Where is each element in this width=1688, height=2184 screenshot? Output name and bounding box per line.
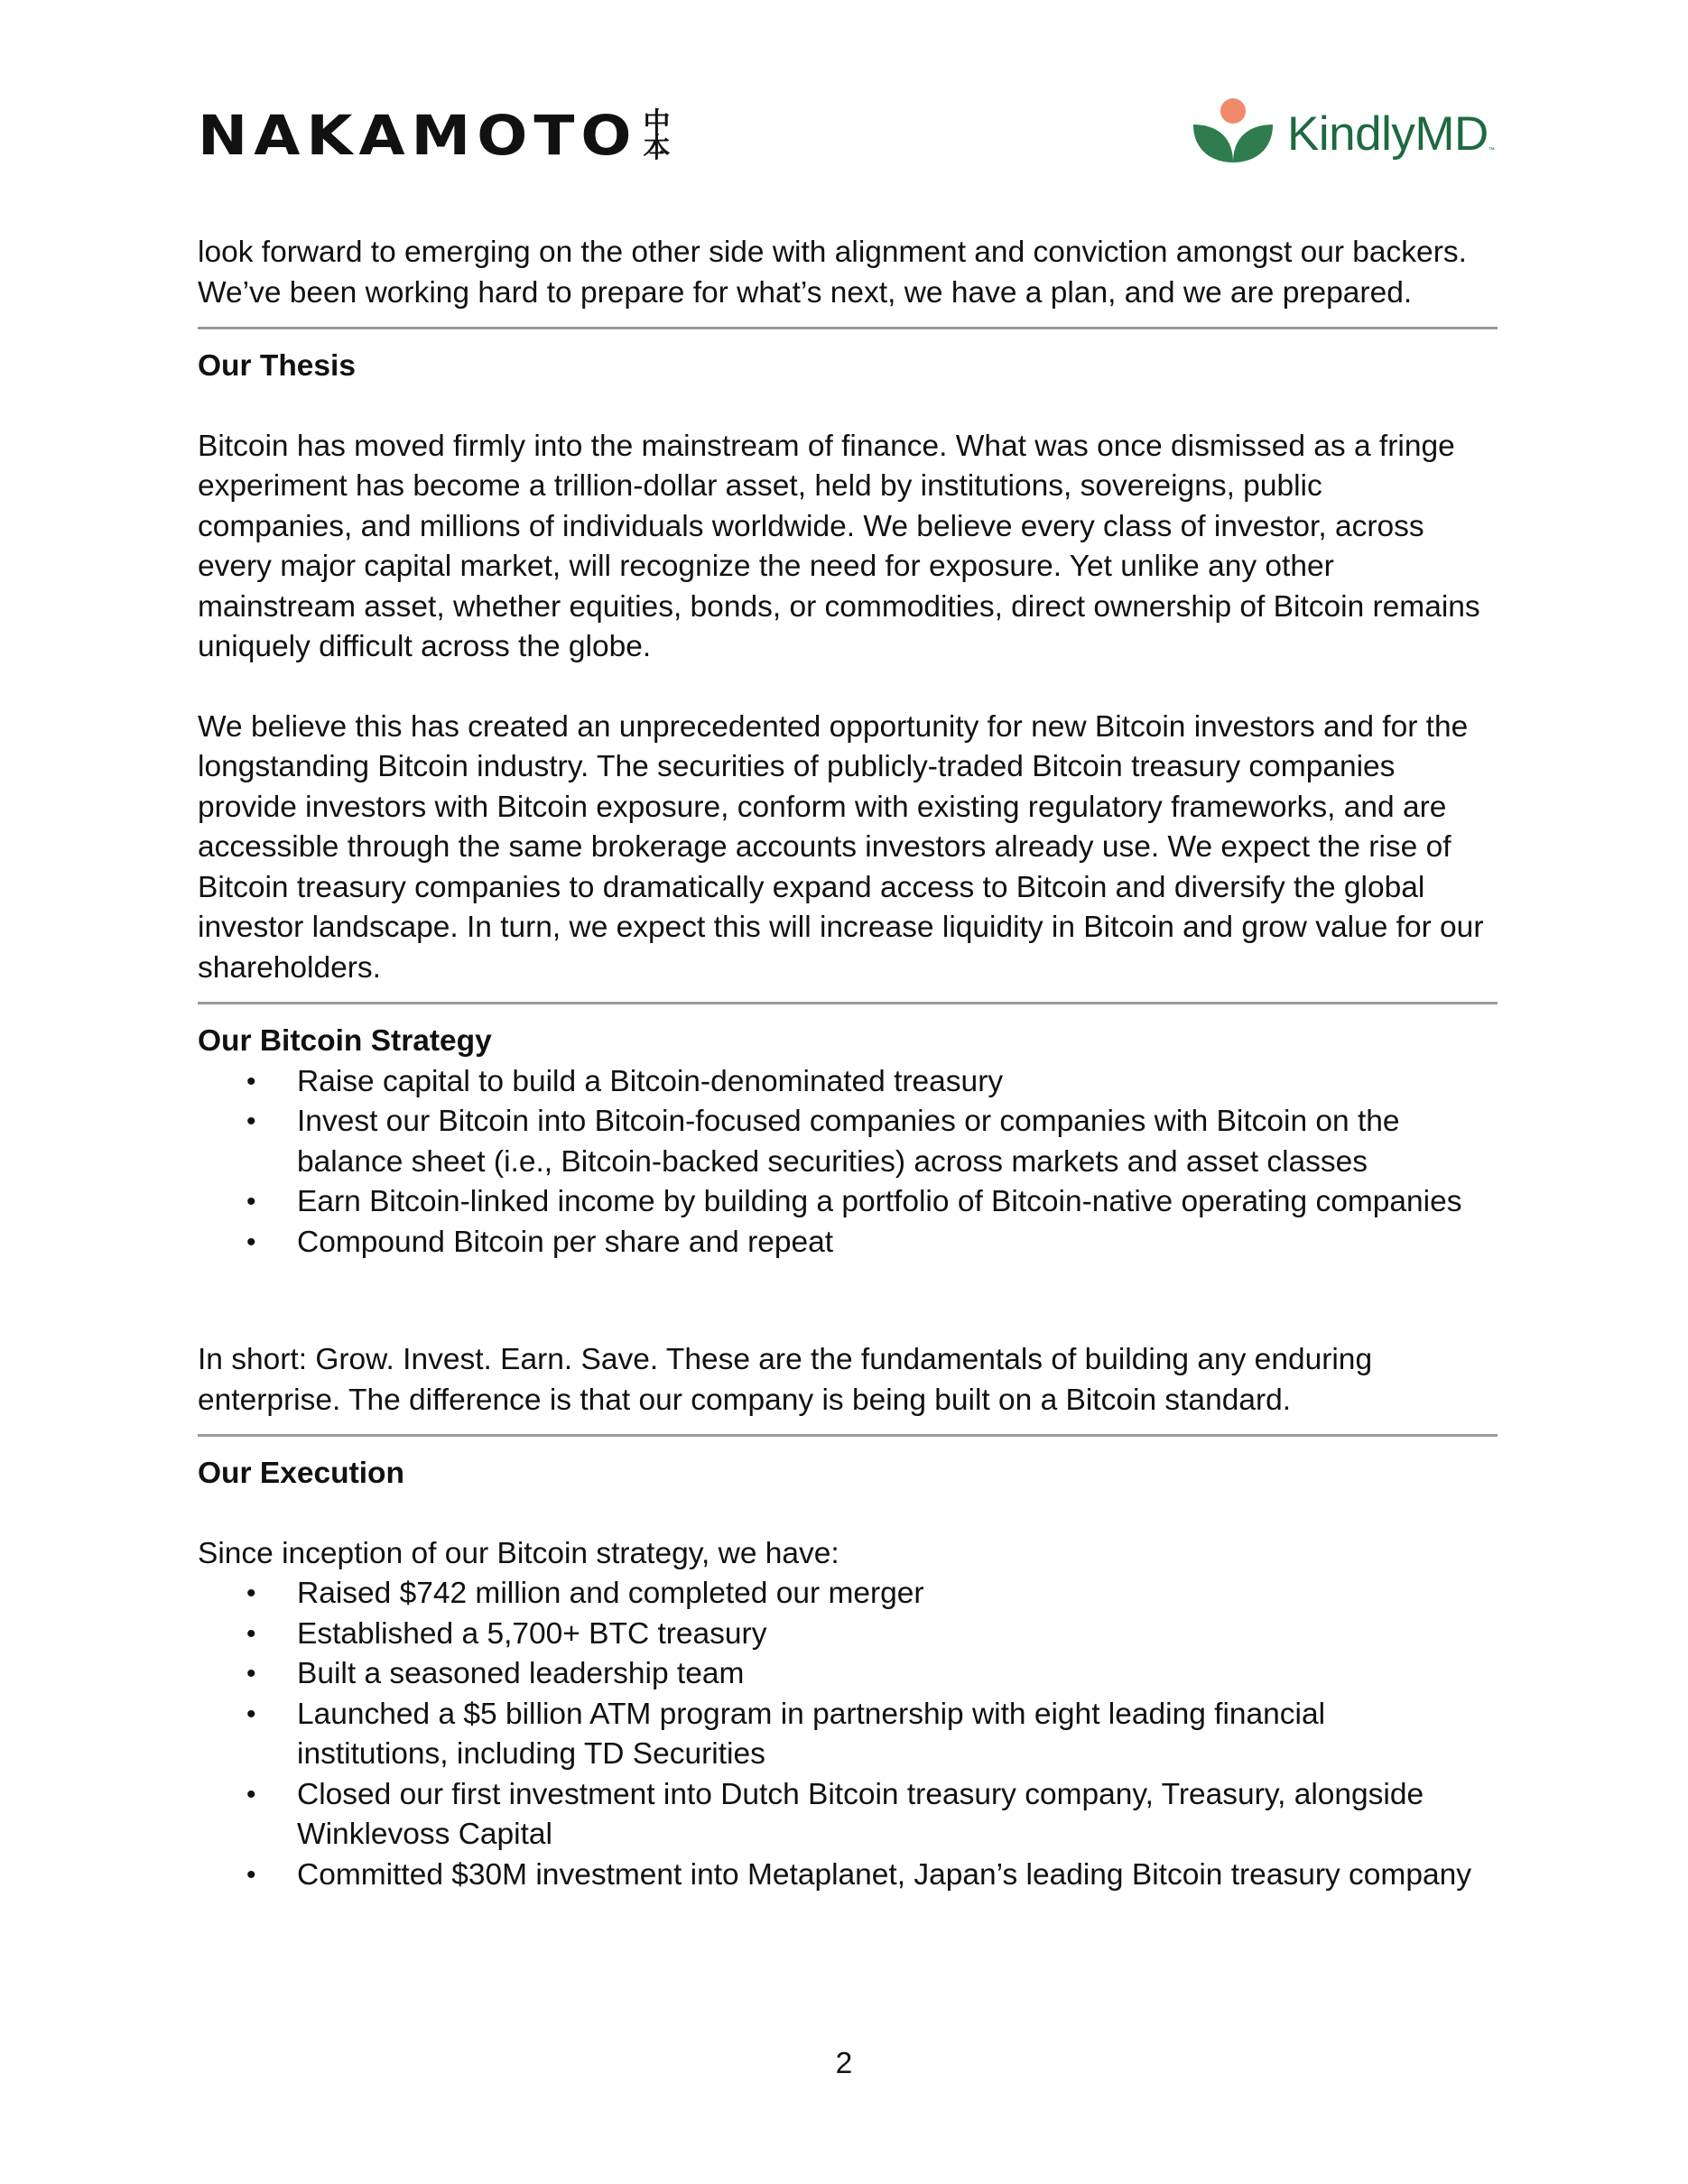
- text-line: investor landscape. In turn, we expect this will increase liquidity in Bitcoin and grow value for our: [198, 911, 1484, 944]
- text-line: • Closed our first investment into Dutch Bitcoin treasury company, Treasury, alongside: [297, 1777, 1424, 1811]
- kindlymd-logo: [1192, 97, 1495, 170]
- execution-heading: Our Execution: [198, 1457, 404, 1490]
- thesis-paragraph-2: [198, 708, 1498, 989]
- kindlymd-flower-icon: [1192, 97, 1275, 170]
- text-line: look forward to emerging on the other side with alignment and conviction amongst our backers.: [198, 236, 1467, 269]
- nakamoto-kanji-bottom: 本: [643, 133, 671, 164]
- list-item: [198, 1654, 1498, 1695]
- text-line: • Launched a $5 billion ATM program in partnership with eight leading financial: [297, 1697, 1326, 1731]
- nakamoto-wordmark: NAKAMOTO: [198, 104, 638, 168]
- text-line: provide investors with Bitcoin exposure, conform with existing regulatory frameworks, and are: [198, 790, 1447, 824]
- text-line: • Invest our Bitcoin into Bitcoin-focused companies or companies with Bitcoin on the: [297, 1105, 1400, 1138]
- strategy-heading: Our Bitcoin Strategy: [198, 1024, 492, 1058]
- list-item: [198, 1695, 1498, 1775]
- text-line: • Raise capital to build a Bitcoin-denominated treasury: [297, 1064, 1004, 1098]
- execution-bullet-list: [198, 1574, 1498, 1895]
- strategy-bullet-list: [198, 1062, 1498, 1263]
- text-line: Winklevoss Capital: [297, 1818, 552, 1851]
- section-divider: [198, 1002, 1498, 1004]
- text-line: • Compound Bitcoin per share and repeat: [297, 1225, 834, 1259]
- list-item: [198, 1775, 1498, 1855]
- nakamoto-kanji-top: 中: [643, 107, 671, 139]
- kindlymd-trademark: ™: [1488, 147, 1495, 153]
- page-number: 2: [835, 2047, 853, 2080]
- list-item: [198, 1102, 1498, 1182]
- text-line: accessible through the same brokerage accounts investors already use. We expect the rise of: [198, 830, 1451, 864]
- text-line: experiment has become a trillion-dollar asset, held by institutions, sovereigns, public: [198, 469, 1322, 503]
- text-line: • Earn Bitcoin-linked income by building a portfolio of Bitcoin-native operating companies: [297, 1185, 1462, 1218]
- list-item: [198, 1182, 1498, 1223]
- text-line: enterprise. The difference is that our company is being built on a Bitcoin standard.: [198, 1383, 1292, 1417]
- text-line: • Raised $742 million and completed our merger: [297, 1577, 924, 1610]
- text-line: every major capital market, will recognize the need for exposure. Yet unlike any other: [198, 550, 1334, 583]
- kindlymd-wordmark: KindlyMD: [1287, 106, 1489, 161]
- text-line: balance sheet (i.e., Bitcoin-backed securities) across markets and asset classes: [297, 1144, 1368, 1179]
- intro-paragraph: [198, 233, 1498, 313]
- nakamoto-kanji: [643, 107, 671, 164]
- text-line: Bitcoin treasury companies to dramatically expand access to Bitcoin and diversify the global: [198, 870, 1425, 904]
- text-line: We believe this has created an unprecedented opportunity for new Bitcoin investors and for the: [198, 709, 1469, 744]
- text-line: longstanding Bitcoin industry. The securities of publicly-traded Bitcoin treasury companies: [198, 750, 1396, 783]
- text-line: • Committed $30M investment into Metaplanet, Japan’s leading Bitcoin treasury company: [297, 1857, 1471, 1892]
- text-line: companies, and millions of individuals worldwide. We believe every class of investor, across: [198, 509, 1424, 543]
- thesis-paragraph-1: [198, 427, 1498, 668]
- text-line: In short: Grow. Invest. Earn. Save. These are the fundamentals of building any enduring: [198, 1343, 1373, 1376]
- section-divider: [198, 1434, 1498, 1437]
- text-line: • Established a 5,700+ BTC treasury: [297, 1616, 767, 1651]
- thesis-heading: Our Thesis: [198, 349, 356, 383]
- page-header: [0, 0, 1688, 217]
- document-body: [198, 233, 1498, 1895]
- list-item: [198, 1574, 1498, 1615]
- text-line: institutions, including TD Securities: [297, 1737, 765, 1771]
- text-line: • Built a seasoned leadership team: [297, 1657, 745, 1690]
- strategy-summary: [198, 1340, 1498, 1421]
- section-divider: [198, 327, 1498, 329]
- text-line: Bitcoin has moved firmly into the mainstream of finance. What was once dismissed as a fringe: [198, 429, 1455, 463]
- list-item: [198, 1855, 1498, 1896]
- execution-intro: Since inception of our Bitcoin strategy, we have:: [198, 1536, 839, 1570]
- list-item: [198, 1062, 1498, 1103]
- nakamoto-logo: [198, 106, 670, 166]
- list-item: [198, 1223, 1498, 1263]
- text-line: We’ve been working hard to prepare for what’s next, we have a plan, and we are prepared.: [198, 275, 1413, 310]
- text-line: mainstream asset, whether equities, bonds, or commodities, direct ownership of Bitcoin remains: [198, 589, 1480, 624]
- text-line: uniquely difficult across the globe.: [198, 630, 652, 663]
- text-line: shareholders.: [198, 950, 381, 985]
- list-item: [198, 1615, 1498, 1655]
